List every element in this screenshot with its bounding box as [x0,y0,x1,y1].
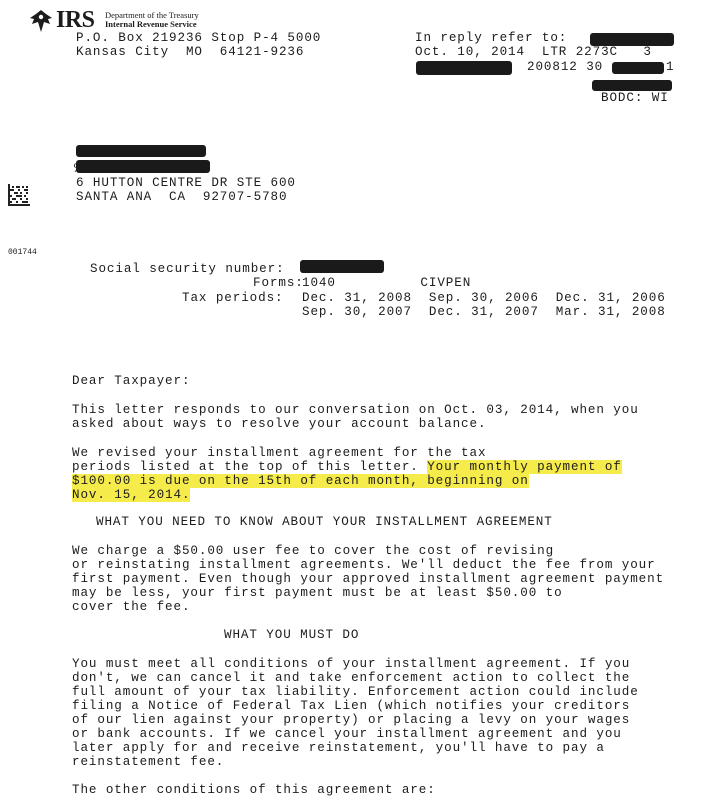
reply-code: 200812 30 [527,60,604,74]
paragraph-4-line-1: You must meet all conditions of your installment agreement. If you [72,657,631,671]
department-name: Department of the Treasury Internal Revenue Service [105,10,199,29]
ssn-label: Social security number: [90,262,285,276]
paragraph-2-line-2: periods listed at the top of this letter. Your monthly payment of [72,460,622,474]
redaction-bar [612,62,664,74]
section-heading-installment: WHAT YOU NEED TO KNOW ABOUT YOUR INSTALLMENT AGREEMENT [96,515,553,529]
paragraph-4-line-7: later apply for and receive reinstatement, you'll have to pay a [72,741,605,755]
paragraph-4-line-2: don't, we can cancel it and take enforcement action to collect the [72,671,631,685]
paragraph-4-line-8: reinstatement fee. [72,755,225,769]
paragraph-4-line-6: or bank accounts. If we cancel your installment agreement and you [72,727,622,741]
datamatrix-barcode-icon [8,184,30,206]
irs-eagle-logo-icon [28,8,54,34]
redaction-bar [416,61,512,75]
irs-logo-text: IRS [56,7,95,33]
care-of-symbol: % [74,162,83,176]
reply-date-line: Oct. 10, 2014 LTR 2273C 3 [415,45,652,59]
tax-periods-row2: Sep. 30, 2007 Dec. 31, 2007 Mar. 31, 2008 [302,305,666,319]
bodc-code: BODC: WI [601,91,669,105]
highlighted-payment-text: Nov. 15, 2014. [72,488,191,502]
reply-label: In reply refer to: [415,31,568,45]
tax-periods-row1: Dec. 31, 2008 Sep. 30, 2006 Dec. 31, 2006 [302,291,666,305]
redaction-bar [300,260,384,273]
paragraph-3-line-2: or reinstating installment agreements. We'll deduct the fee from your [72,558,656,572]
side-code: 001744 [8,248,37,257]
recipient-street: 6 HUTTON CENTRE DR STE 600 [76,176,296,190]
highlighted-payment-text: $100.00 is due on the 15th of each month, beginning on [72,474,529,488]
paragraph-4-line-5: of our lien against your property) or placing a levy on your wages [72,713,631,727]
paragraph-3-line-4: may be less, your first payment must be at least $50.00 to [72,586,563,600]
forms-value: 1040 CIVPEN [302,276,472,290]
highlighted-payment-text: Your monthly payment of [427,460,622,474]
salutation: Dear Taxpayer: [72,374,191,388]
recipient-city: SANTA ANA CA 92707-5780 [76,190,288,204]
redaction-bar [76,160,210,173]
paragraph-1-line-1: This letter responds to our conversation on Oct. 03, 2014, when you [72,403,639,417]
paragraph-3-line-1: We charge a $50.00 user fee to cover the cost of revising [72,544,555,558]
redaction-bar [76,145,206,157]
paragraph-4-line-4: filing a Notice of Federal Tax Lien (which notifies your creditors [72,699,631,713]
paragraph-2-line-3 [72,474,529,488]
paragraph-2-line-4 [72,488,190,502]
paragraph-3-line-3: first payment. Even though your approved installment agreement payment [72,572,665,586]
paragraph-1-line-2: asked about ways to resolve your account balance. [72,417,487,431]
paragraph-4-line-3: full amount of your tax liability. Enforcement action could include [72,685,639,699]
tax-periods-label: Tax periods: [182,291,284,305]
sender-address-line1: P.O. Box 219236 Stop P-4 5000 [76,31,322,45]
redaction-bar [592,80,672,91]
paragraph-3-line-5: cover the fee. [72,600,191,614]
section-heading-must-do: WHAT YOU MUST DO [224,628,360,642]
reply-code-suffix: 1 [666,60,675,74]
sender-address-line2: Kansas City MO 64121-9236 [76,45,305,59]
forms-label: Forms: [253,276,304,290]
closing-line: The other conditions of this agreement are: [72,783,436,797]
paragraph-2-line-1: We revised your installment agreement for the tax [72,446,487,460]
